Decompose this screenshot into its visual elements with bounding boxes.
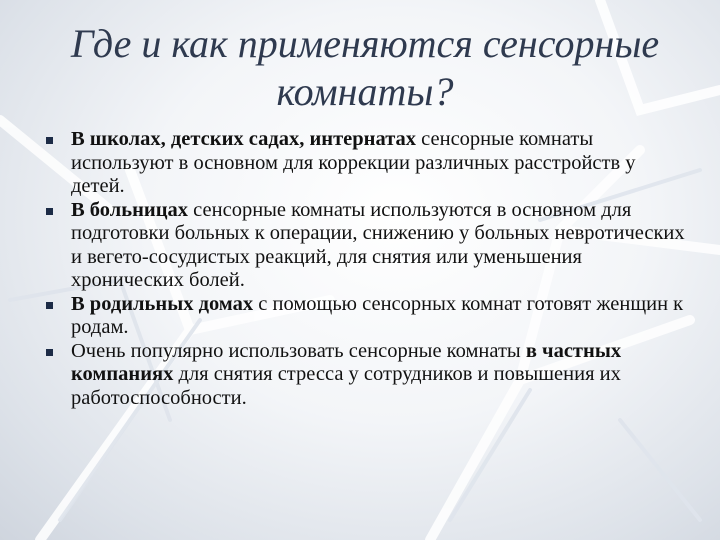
title-line-1: Где и как применяются сенсорные: [70, 21, 660, 66]
bullet-item: [46, 340, 686, 411]
body-text: для снятия стресса у сотрудников и повышения их работоспособности.: [71, 363, 621, 409]
bold-text: В школах, детских садах, интернатах: [71, 128, 417, 150]
bullet-list: [46, 128, 686, 410]
slide-title: [40, 20, 690, 116]
bullet-item: [46, 199, 686, 293]
bullet-item: [46, 128, 686, 199]
square-bullet-icon: [46, 208, 53, 215]
title-line-2: комнаты?: [276, 69, 454, 114]
body-text: сенсорные комнаты используют в основном для коррекции различных расстройств у детей.: [71, 128, 636, 197]
square-bullet-icon: [46, 302, 53, 309]
square-bullet-icon: [46, 137, 53, 144]
bullet-item: [46, 293, 686, 340]
bold-text: В родильных домах: [71, 292, 254, 315]
body-text: сенсорные комнаты используются в основном для подготовки больных к операции, снижению у больных невротических и вегето-сосудистых реакций, для снятия или уменьшения хронических болей.: [71, 198, 685, 291]
body-text: Очень популярно использовать сенсорные комнаты: [71, 339, 526, 362]
square-bullet-icon: [46, 349, 53, 356]
body-text: с помощью сенсорных комнат готовят женщин к родам.: [71, 292, 684, 338]
bold-text: в частных компаниях: [71, 339, 622, 385]
bold-text: В больницах: [71, 198, 189, 221]
